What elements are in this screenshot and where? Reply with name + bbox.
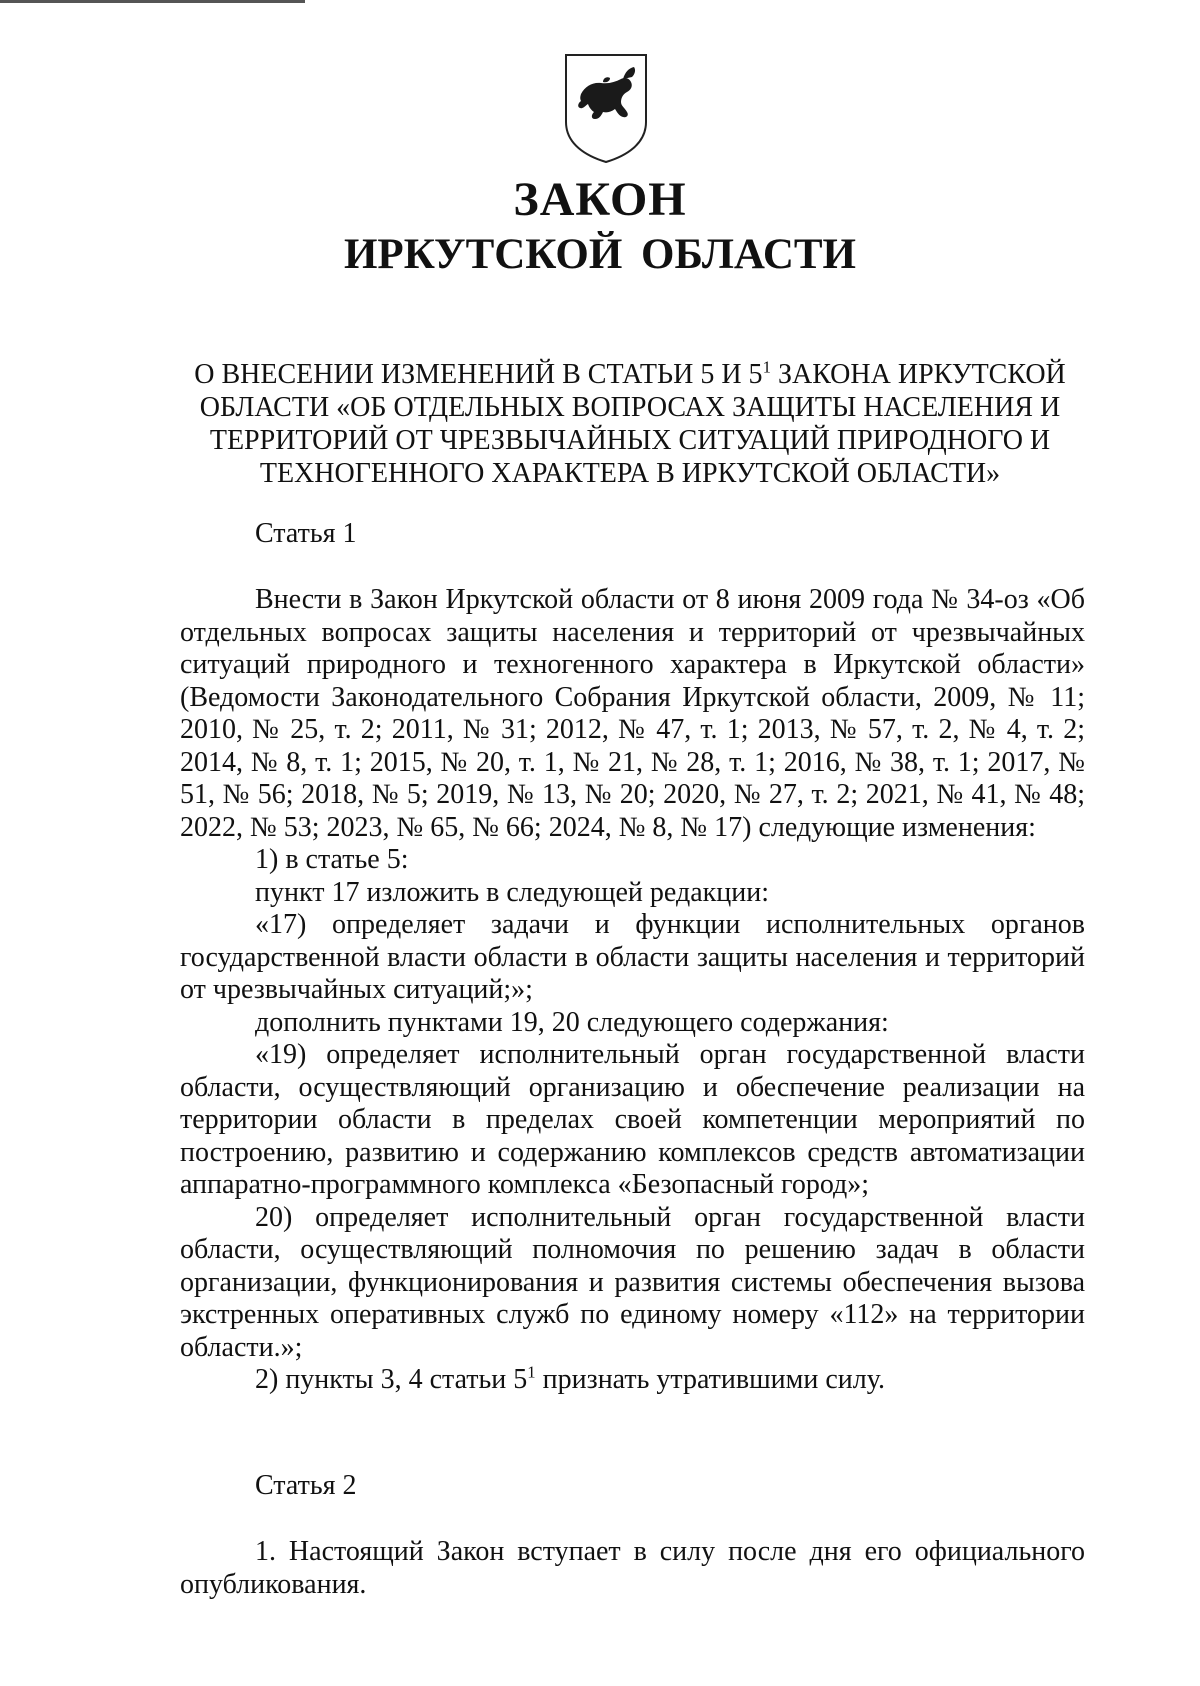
document-title-region: ИРКУТСКОЙ ОБЛАСТИ (343, 231, 856, 278)
item2-part2: признать утратившими силу. (535, 1364, 885, 1395)
item2-superscript: 1 (527, 1362, 536, 1382)
document-title: ЗАКОН (513, 173, 687, 226)
article1-item1-p19-text: «19) определяет исполнительный орган государственной власти области, осуществляющий организацию и обеспечение реализации на территории области в пределах своей компетенции мероприятий по построению, развитию и содержанию комплексов средств автоматизации аппаратно-программного комплекса «Безопасный город»; (180, 1039, 1085, 1200)
article1-body (180, 584, 1085, 1397)
subtitle-part2: ЗАКОНА ИРКУТСКОЙ ОБЛАСТИ «ОБ ОТДЕЛЬНЫХ ВОПРОСАХ ЗАЩИТЫ НАСЕЛЕНИЯ И ТЕРРИТОРИЙ ОТ ЧРЕЗВЫЧАЙНЫХ СИТУАЦИЙ ПРИРОДНОГО И ТЕХНОГЕННОГО ХАРАКТЕРА В ИРКУТСКОЙ ОБЛАСТИ» (199, 359, 1066, 489)
article1-item1-add-intro: дополнить пунктами 19, 20 следующего содержания: (255, 1006, 889, 1038)
article1-item1-p20-text: 20) определяет исполнительный орган государственной власти области, осуществляющий полномочия по решению задач в области организации, функционирования и развития системы обеспечения вызова экстренных оперативных служб по единому номеру «112» на территории области.»; (180, 1201, 1085, 1363)
subtitle-part1: О ВНЕСЕНИИ ИЗМЕНЕНИЙ В СТАТЬИ 5 И 5 (194, 359, 763, 390)
coat-of-arms-emblem (563, 52, 649, 164)
law-subtitle (190, 358, 1070, 490)
article2-body (180, 1536, 1085, 1601)
scan-edge-line (0, 0, 305, 3)
article1-item1-p17-intro: пункт 17 изложить в следующей редакции: (255, 876, 769, 908)
article1-intro: Внести в Закон Иркутской области от 8 июня 2009 года № 34-оз «Об отдельных вопросах защиты населения и территорий от чрезвычайных ситуаций природного и техногенного характера в Иркутской области» (Ведомости Законодательного Собрания Иркутской области, 2009, № 11; 2010, № 25, т. 2; 2011, № 31; 2012, № 47, т. 1; 2013, № 57, т. 2, № 4, т. 2; 2014, № 8, т. 1; 2015, № 20, т. 1, № 21, № 28, т. 1; 2016, № 38, т. 1; 2017, № 51, № 56; 2018, № 5; 2019, № 13, № 20; 2020, № 27, т. 2; 2021, № 41, № 48; 2022, № 53; 2023, № 65, № 66; 2024, № 8, № 17) следующие изменения: (180, 584, 1085, 843)
subtitle-superscript: 1 (762, 357, 771, 377)
article1-heading (180, 518, 1085, 551)
article2-heading-text: Статья 2 (255, 1470, 357, 1501)
article1-heading-text: Статья 1 (255, 518, 357, 549)
article2-heading (180, 1470, 1085, 1503)
article1-item1-p17-text: «17) определяет задачи и функции исполнительных органов государственной власти области в области защиты населения и территорий от чрезвычайных ситуаций;»; (180, 909, 1085, 1005)
article2-item1: 1. Настоящий Закон вступает в силу после дня его официального опубликования. (180, 1536, 1085, 1600)
item2-part1: 2) пункты 3, 4 статьи 5 (255, 1364, 528, 1395)
article1-item1: 1) в статье 5: (255, 844, 409, 875)
article1-item2 (180, 1364, 1085, 1397)
